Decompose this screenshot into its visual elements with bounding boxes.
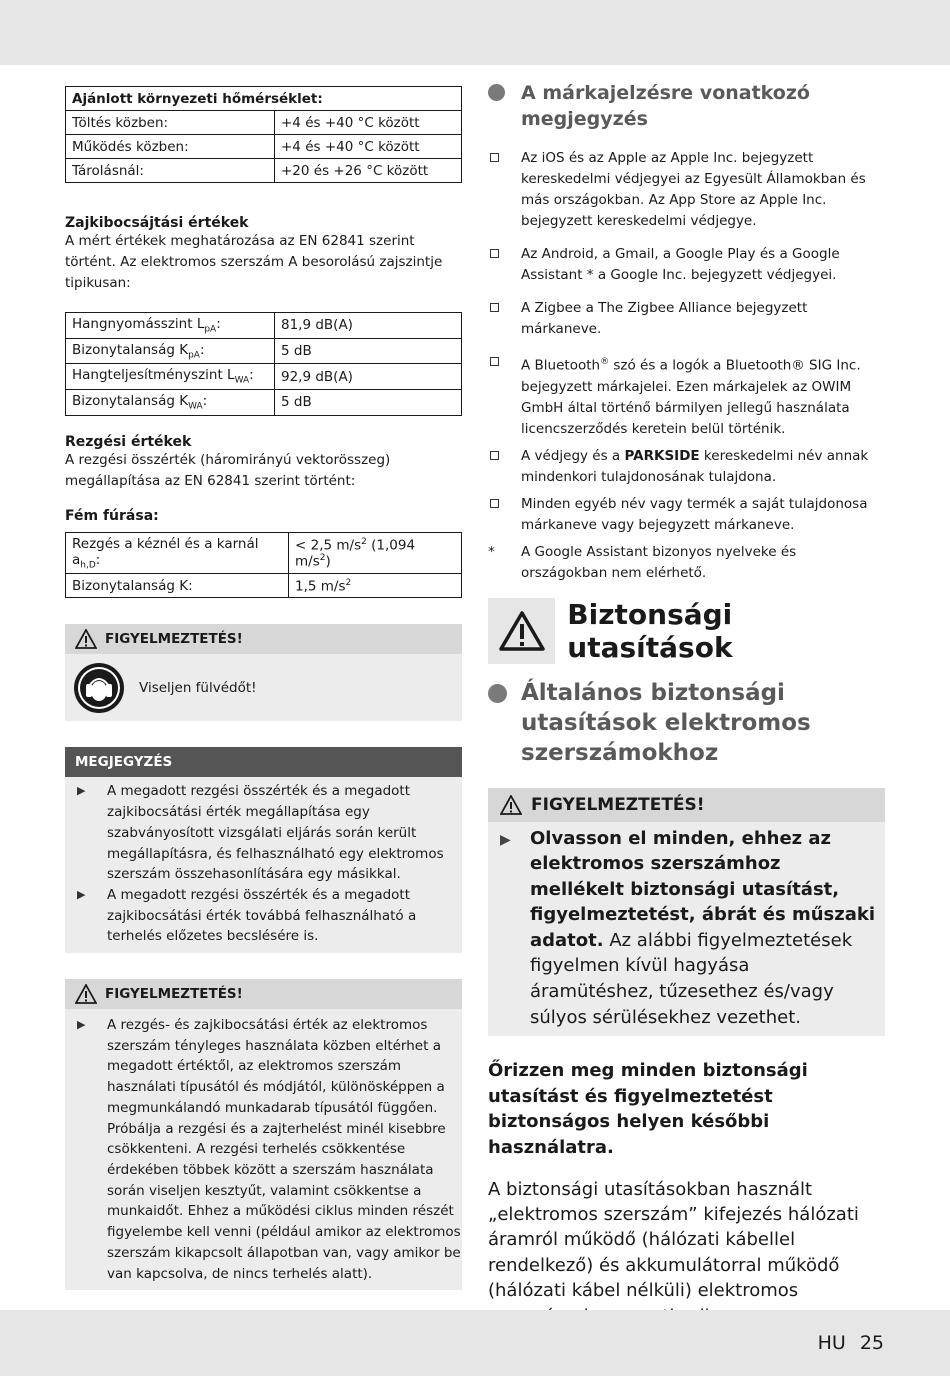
ear-protection-icon xyxy=(73,662,125,714)
list-item: A Zigbee a The Zigbee Alliance bejegyzett márkaneve. xyxy=(488,298,885,340)
table-row: Tárolásnál: +20 és +26 °C között xyxy=(66,159,462,183)
warning-box-vibration xyxy=(65,979,462,1290)
checkbox-bullet-icon xyxy=(490,153,499,162)
left-column xyxy=(65,86,462,1290)
table-row: Bizonytalanság $K_{pA}$: 5 dB xyxy=(66,338,462,364)
language-code: HU xyxy=(817,1332,846,1354)
warning-triangle-icon xyxy=(498,610,546,652)
table-row: Bizonytalanság $K_{WA}$: 5 dB xyxy=(66,390,462,416)
table-row: Hangteljesítményszint $L_{WA}$: 92,9 dB(A) xyxy=(66,364,462,390)
trademark-title: A márkajelzésre vonatkozó megjegyzés xyxy=(488,80,885,132)
warning-triangle-icon xyxy=(75,629,97,649)
note-title: MEGJEGYZÉS xyxy=(65,747,462,777)
list-item: Az iOS és az Apple az Apple Inc. bejegyzett kereskedelmi védjegyei az Egyesült Államokban és más országokban. Az App Store az Apple Inc. bejegyzett kereskedelmi védjegye. xyxy=(488,148,885,232)
warning-title: FIGYELMEZTETÉS! xyxy=(105,986,243,1003)
list-item: * A Google Assistant bizonyos nyelveke és országokban nem elérhető. xyxy=(488,543,797,581)
temperature-table-header: Ajánlott környezeti hőmérséklet: xyxy=(66,87,462,111)
table-row: Működés közben: +4 és +40 °C között xyxy=(66,135,462,159)
warning-box-safety xyxy=(488,788,885,1037)
page-footer xyxy=(818,1332,884,1354)
table-row: Bizonytalanság K: 1,5 $m/s^2$ xyxy=(66,574,462,598)
arrow-bullet-icon: ▶ xyxy=(77,784,86,798)
arrow-bullet-icon: ▶ xyxy=(77,887,86,901)
safety-title: Biztonsági utasítások xyxy=(567,597,733,664)
checkbox-bullet-icon xyxy=(490,451,499,460)
list-item: ▶ A rezgés- és zajkibocsátási érték az elektromos szerszám tényleges használata közben eltérhet a megadott értéktől, az elektromos szerszám használati típusától és módjától, különösképpen a megmunkálandó munkadarab típusától függően. Próbálja a rezgési és a zajterhelést minél kisebbre csökkenteni. A rezgési terhelés csökkentése érdekében többek között a szerszám használata során viseljen kesztyűt, valamint csökkentse a munkaidőt. Ehhez a működési ciklus minden részét figyelembe kell venni (például amikor az elektromos szerszám kikapcsolt állapotban van, vagy amikor be van kapcsolva, de nincs terhelés alatt). xyxy=(77,1017,461,1282)
list-item: Minden egyéb név vagy termék a saját tulajdonosa márkaneve vagy bejegyzett márkaneve. xyxy=(488,494,885,536)
checkbox-bullet-icon xyxy=(490,357,499,366)
keep-instructions: Őrizzen meg minden biztonsági utasítást és figyelmeztetést biztonságos helyen későbbi használatra. xyxy=(488,1060,808,1159)
list-item: A Bluetooth® szó és a logók a Bluetooth® SIG Inc. bejegyzett márkajelei. Ezen márkajelek az OWIM GmbH által történő bármilyen jellegű használata licencszerződés keretein belül történik. xyxy=(488,352,885,440)
arrow-bullet-icon: ▶ xyxy=(500,831,511,848)
noise-title: Zajkibocsájtási értékek xyxy=(65,215,249,231)
list-item: ▶ A megadott rezgési összérték és a megadott zajkibocsátási érték továbbá felhasználható a terhelés előzetes becslésére is. xyxy=(77,886,417,945)
checkbox-bullet-icon xyxy=(490,499,499,508)
warning-title: FIGYELMEZTETÉS! xyxy=(105,631,243,648)
checkbox-bullet-icon xyxy=(490,249,499,258)
temperature-table xyxy=(65,86,462,183)
vibration-subtitle: Fém fúrása: xyxy=(65,507,159,524)
circle-bullet-icon xyxy=(488,684,507,703)
list-item: Az Android, a Gmail, a Google Play és a Google Assistant * a Google Inc. bejegyzett védjegyei. xyxy=(488,244,885,286)
list-item: ▶ Olvasson el minden, ehhez az elektromos szerszámhoz mellékelt biztonsági utasítást, figyelmeztetést, ábrát és műszaki adatot. Az alábbi figyelmeztetések figyelmen kívül hagyása áramütéshez, tűzesethez és/vagy súlyos sérülésekhez vezethet. xyxy=(500,827,875,1028)
footnote-star: * xyxy=(488,543,495,560)
warning-text: Viseljen fülvédőt! xyxy=(139,679,257,696)
list-item: A védjegy és a PARKSIDE kereskedelmi név annak mindenkori tulajdonosának tulajdona. xyxy=(488,446,885,488)
bottom-band xyxy=(0,1310,950,1376)
warning-triangle-icon xyxy=(500,795,522,815)
list-item: ▶ A megadott rezgési összérték és a megadott zajkibocsátási érték megállapítása egy szabványosított vizsgálati eljárás során került megállapításra, és felhasználható egy elektromos szerszám összehasonlítására egy másikkal. xyxy=(77,783,444,883)
noise-table xyxy=(65,312,462,416)
vibration-title: Rezgési értékek xyxy=(65,433,192,450)
general-safety-title: Általános biztonsági utasítások elektromos szerszámokhoz xyxy=(488,678,885,768)
circle-bullet-icon xyxy=(488,84,505,101)
note-box xyxy=(65,747,462,953)
warning-triangle-icon xyxy=(75,984,97,1004)
page-number: 25 xyxy=(859,1332,884,1354)
vibration-table xyxy=(65,532,462,599)
definition-text: A biztonsági utasításokban használt „elektromos szerszám” kifejezés hálózati áramról működő (hálózati kábellel rendelkező) és akkumulátorral működő (hálózati kábel nélküli) elektromos xyxy=(488,1178,859,1302)
vibration-text: A rezgési összérték (háromirányú vektorösszeg) megállapítása az EN 62841 szerint történt: xyxy=(65,451,391,489)
warning-box-ear xyxy=(65,624,462,721)
table-row: Hangnyomásszint $L_{pA}$: 81,9 dB(A) xyxy=(66,313,462,339)
warning-title: FIGYELMEZTETÉS! xyxy=(531,794,705,815)
table-row: Rezgés a kéznél és a karnál $a_{h,D}$: < 2,5 $m/s^2$ (1,094 $m/s^2$) xyxy=(66,532,462,574)
top-band xyxy=(0,0,950,65)
right-column xyxy=(488,80,885,1329)
checkbox-bullet-icon xyxy=(490,303,499,312)
arrow-bullet-icon: ▶ xyxy=(77,1018,86,1032)
safety-banner xyxy=(488,598,885,664)
table-row: Töltés közben: +4 és +40 °C között xyxy=(66,111,462,135)
noise-text: A mért értékek meghatározása az EN 62841 szerint történt. Az elektromos szerszám A besorolású zajszintje tipikusan: xyxy=(65,233,443,291)
